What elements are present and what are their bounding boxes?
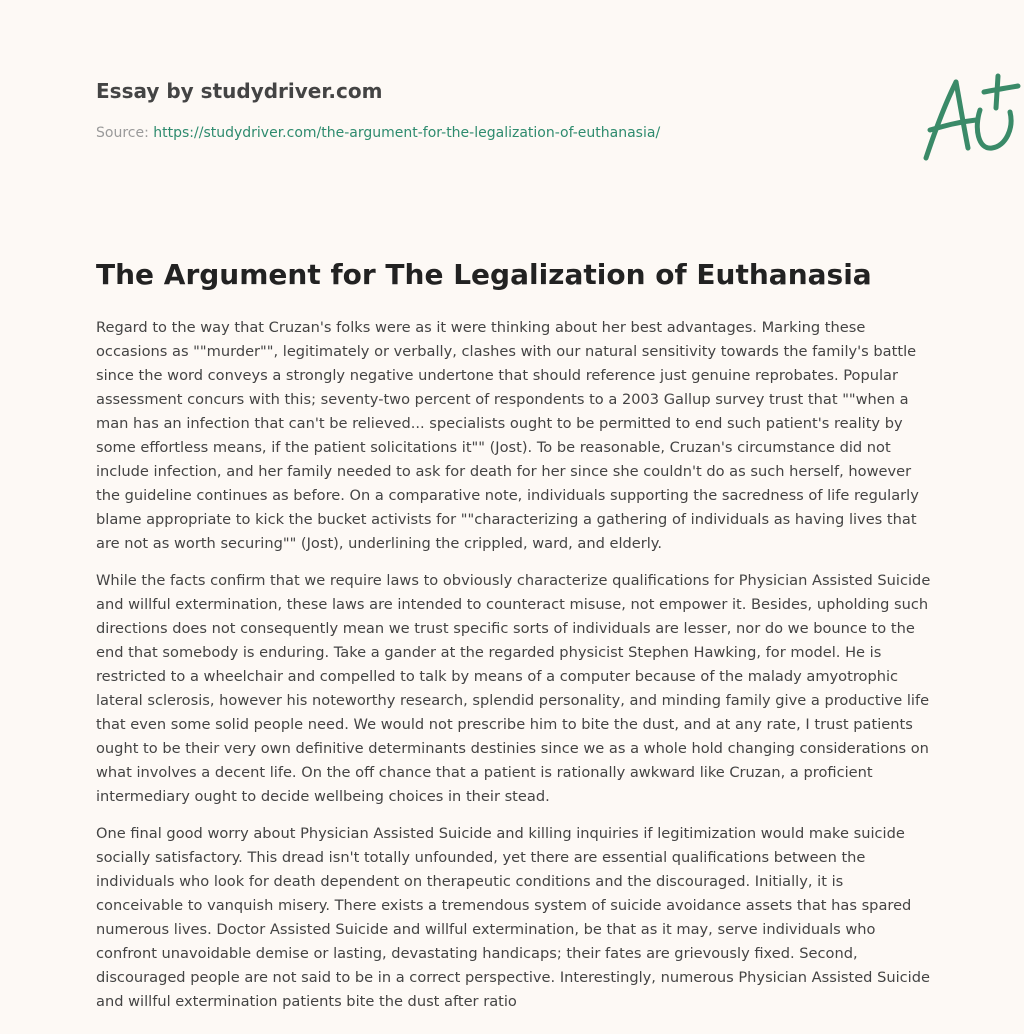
source-link[interactable]: https://studydriver.com/the-argument-for-the-legalization-of-euthanasia/ (153, 125, 661, 141)
essay-body (96, 316, 932, 1027)
source-label: Source: (96, 125, 154, 141)
brand-title: Essay by studydriver.com (96, 79, 383, 103)
essay-paragraph: Regard to the way that Cruzan's folks were as it were thinking about her best advantages. Marking these occasions as ""murder"", legitimately or verbally, clashes with our natural sensitivity towards the family's battle since the word conveys a strongly negative undertone that should reference just genuine reprobates. Popular assessment concurs with this; seventy-two percent of respondents to a 2003 Gallup survey trust that ""when a man has an infection that can't be relieved... specialists ought to be permitted to end such patient's reality by some effortless means, if the patient solicitations it"" (Jost). To be reasonable, Cruzan's circumstance did not include infection, and her family needed to ask for death for her since she couldn't do as such herself, however the guideline continues as before. On a comparative note, individuals supporting the sacredness of life regularly blame appropriate to kick the bucket activists for ""characterizing a gathering of individuals as having lives that are not as worth securing"" (Jost), underlining the crippled, ward, and elderly. (96, 319, 919, 552)
essay-paragraph: One final good worry about Physician Assisted Suicide and killing inquiries if legitimization would make suicide socially satisfactory. This dread isn't totally unfounded, yet there are essential qualifications between the individuals who look for death dependent on therapeutic conditions and the discouraged. Initially, it is conceivable to vanquish misery. There exists a tremendous system of suicide avoidance assets that has spared numerous lives. Doctor Assisted Suicide and willful extermination, be that as it may, serve individuals who confront unavoidable demise or lasting, devastating handicaps; their fates are grievously fixed. Second, discouraged people are not said to be in a correct perspective. Interestingly, numerous Physician Assisted Suicide and willful extermination patients bite the dust after ratio (96, 825, 930, 1010)
essay-paragraph: While the facts confirm that we require laws to obviously characterize qualifications for Physician Assisted Suicide and willful extermination, these laws are intended to counteract misuse, not empower it. Besides, upholding such directions does not consequently mean we trust specific sorts of individuals are lesser, nor do we bounce to the end that somebody is enduring. Take a gander at the regarded physicist Stephen Hawking, for model. He is restricted to a wheelchair and compelled to talk by means of a computer because of the malady amyotrophic lateral sclerosis, however his noteworthy research, splendid personality, and minding family give a productive life that even some solid people need. We would not prescribe him to bite the dust, and at any rate, I trust patients ought to be their very own definitive determinants destinies since we as a whole hold changing considerations on what involves a decent life. On the off chance that a patient is rationally awkward like Cruzan, a proficient intermediary ought to decide wellbeing choices in their stead. (96, 572, 931, 805)
a-plus-logo-icon (920, 68, 1024, 164)
essay-title: The Argument for The Legalization of Euthanasia (96, 258, 872, 291)
source-line (96, 123, 660, 143)
